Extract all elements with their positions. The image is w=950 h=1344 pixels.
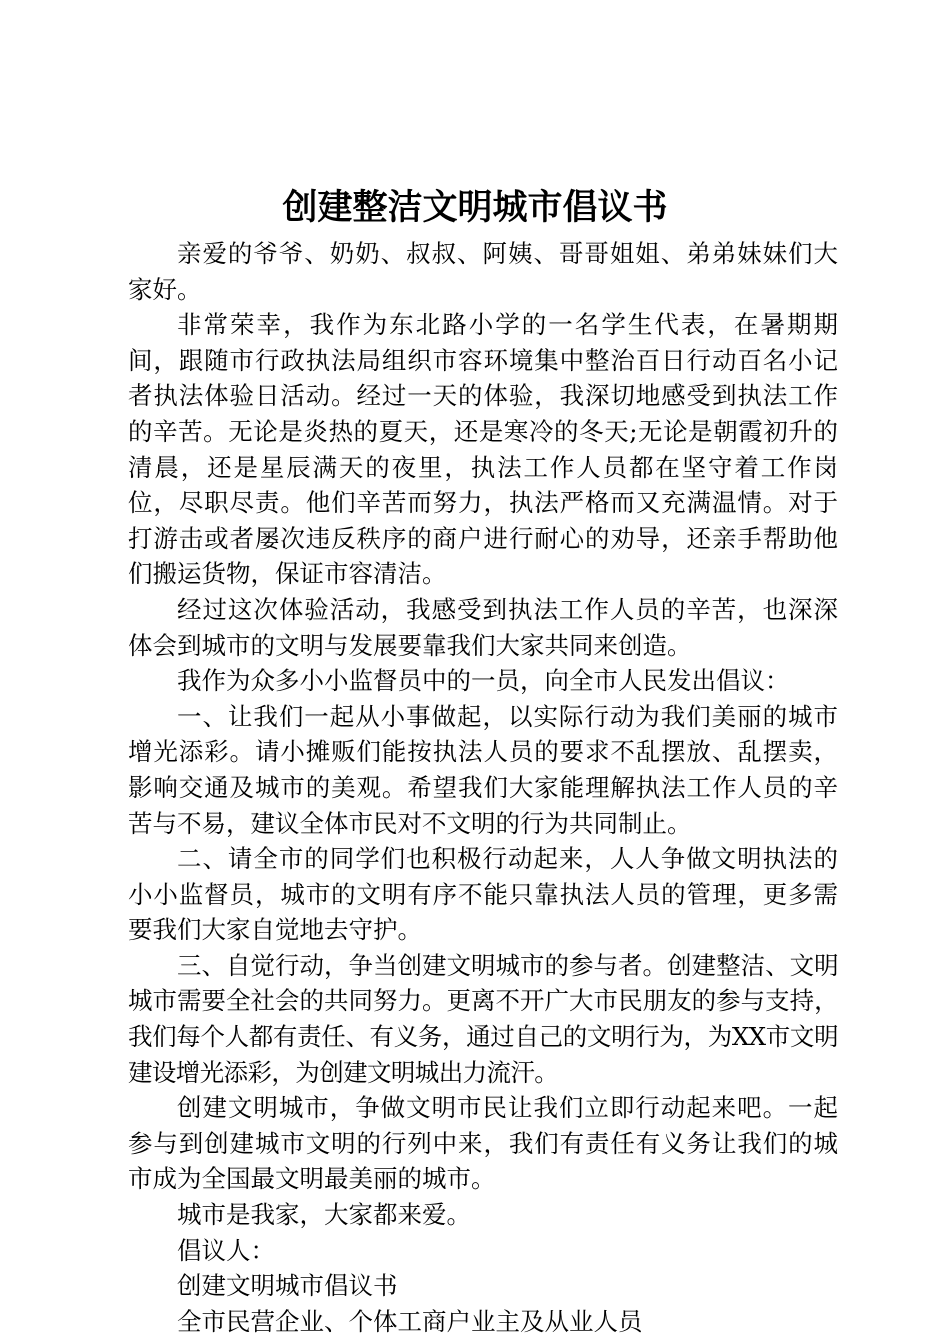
document-title: 创建整洁文明城市倡议书 — [282, 187, 668, 228]
intro-paragraph: 非常荣幸，我作为东北路小学的一名学生代表，在暑期期间，跟随市行政执法局组织市容环境集中整治百日行动百名小记者执法体验日活动。经过一天的体验，我深切地感受到执法工作的辛苦。无论是炎热的夏天，还是寒冷的冬天;无论是朝霞初升的清晨，还是星辰满天的夜里，执法工作人员都在坚守着工作岗位，尽职尽责。他们辛苦而努力，执法严格而又充满温情。对于打游击或者屡次违反秩序的商户进行耐心的劝导，还亲手帮助他们搬运货物，保证市容清洁。 — [128, 310, 838, 589]
proposal-intro-paragraph: 我作为众多小小监督员中的一员，向全市人民发出倡议： — [177, 666, 790, 696]
slogan-line: 城市是我家，大家都来爱。 — [177, 1200, 471, 1230]
audience-line: 全市民营企业、个体工商户业主及从业人员 — [177, 1306, 643, 1336]
call-to-action-paragraph: 创建文明城市，争做文明市民让我们立即行动起来吧。一起参与到创建城市文明的行列中来，我们有责任有义务让我们的城市成为全国最文明最美丽的城市。 — [128, 1093, 838, 1194]
initiator-label: 倡议人： — [177, 1235, 275, 1265]
proposal-one-paragraph: 一、让我们一起从小事做起，以实际行动为我们美丽的城市增光添彩。请小摊贩们能按执法人员的要求不乱摆放、乱摆卖，影响交通及城市的美观。希望我们大家能理解执法工作人员的辛苦与不易，建议全体市民对不文明的行为共同制止。 — [128, 701, 838, 838]
proposal-two-paragraph: 二、请全市的同学们也积极行动起来，人人争做文明执法的小小监督员，城市的文明有序不能只靠执法人员的管理，更多需要我们大家自觉地去守护。 — [128, 844, 838, 945]
proposal-three-paragraph: 三、自觉行动，争当创建文明城市的参与者。创建整洁、文明城市需要全社会的共同努力。更离不开广大市民朋友的参与支持，我们每个人都有责任、有义务，通过自己的文明行为，为XX市文明建设增光添彩，为创建文明城出力流汗。 — [128, 950, 838, 1087]
document-body — [128, 236, 838, 1339]
experience-paragraph: 经过这次体验活动，我感受到执法工作人员的辛苦，也深深体会到城市的文明与发展要靠我们大家共同来创造。 — [128, 594, 838, 660]
greeting-paragraph: 亲爱的爷爷、奶奶、叔叔、阿姨、哥哥姐姐、弟弟妹妹们大家好。 — [128, 239, 838, 304]
initiative-name-line: 创建文明城市倡议书 — [177, 1271, 398, 1301]
